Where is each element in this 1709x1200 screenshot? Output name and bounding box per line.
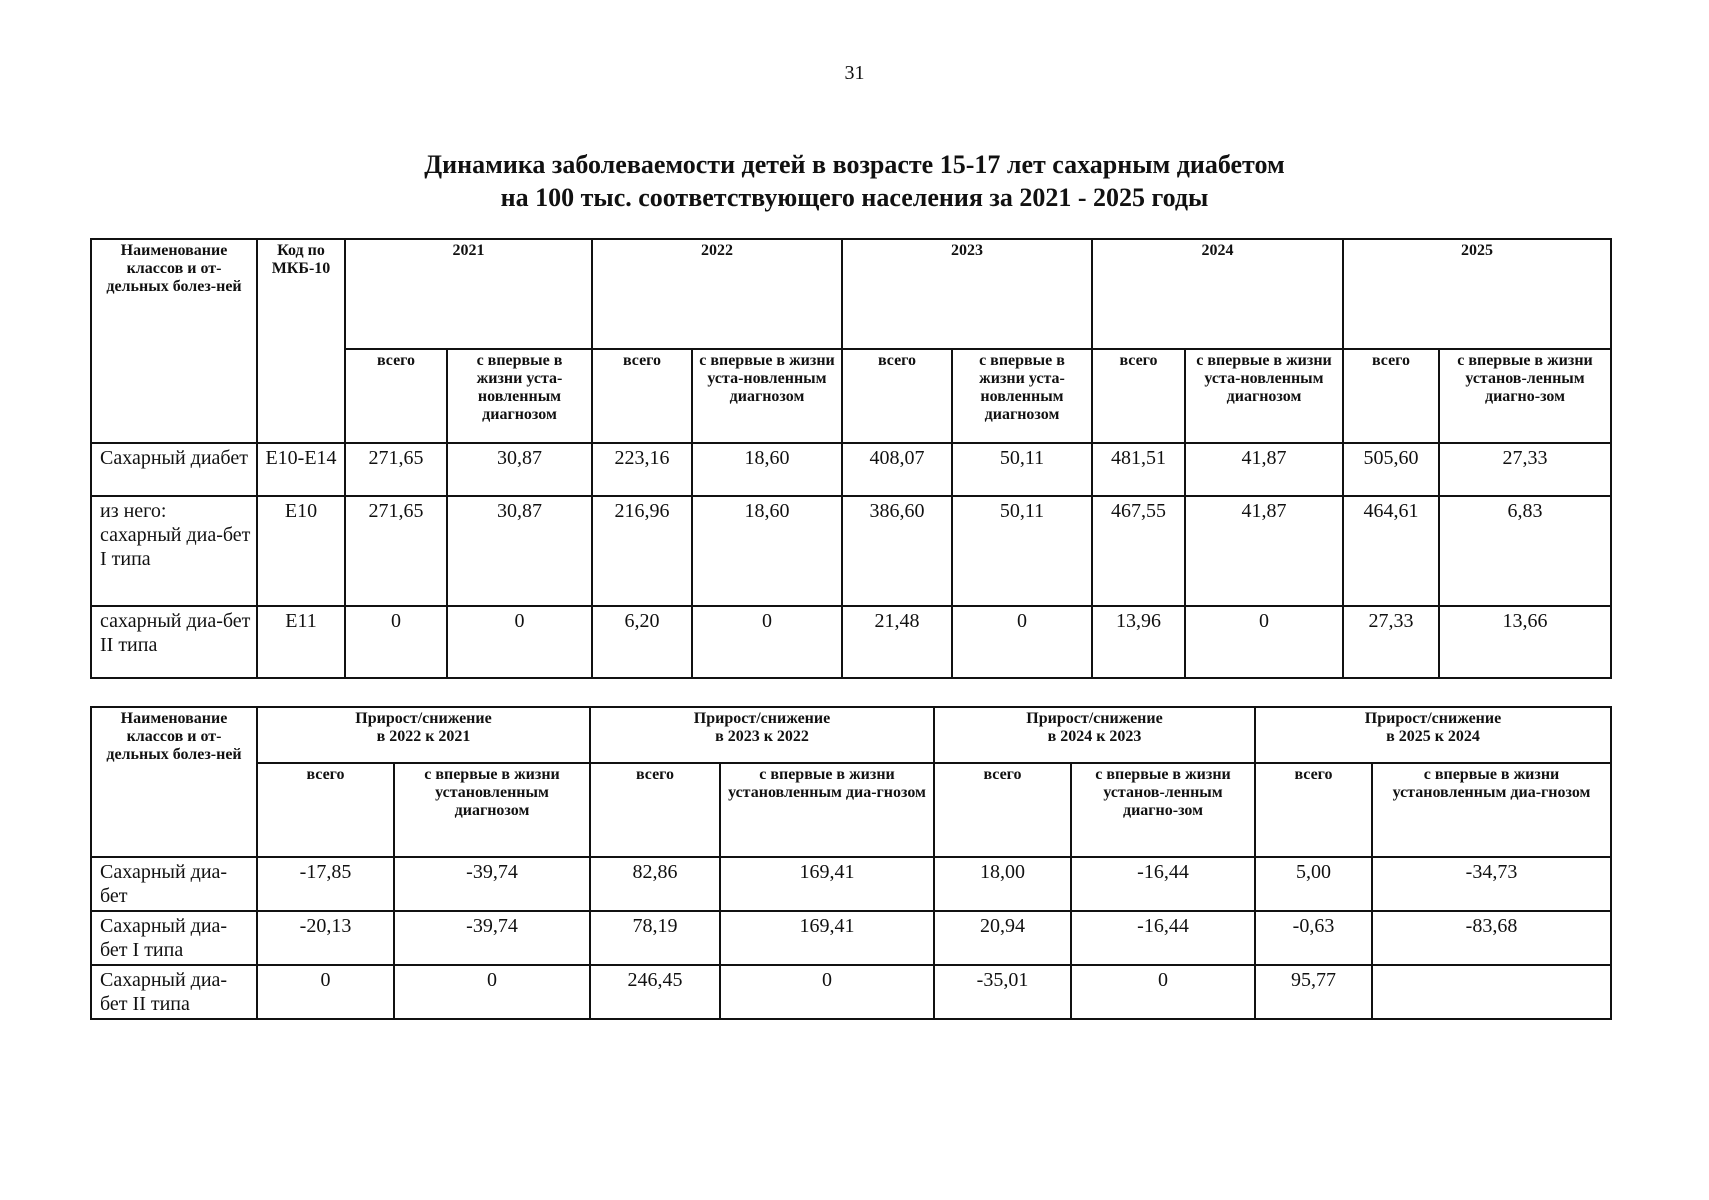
header-period xyxy=(1255,707,1611,763)
cell-value: 82,86 xyxy=(590,857,720,911)
cell-value: 223,16 xyxy=(592,443,692,496)
row-disease-name: Сахарный диа-бет xyxy=(91,857,257,911)
cell-value: 169,41 xyxy=(720,857,934,911)
cell-value: 464,61 xyxy=(1343,496,1439,606)
cell-value: 21,48 xyxy=(842,606,952,678)
cell-value: -39,74 xyxy=(394,857,590,911)
table-row xyxy=(91,911,1611,965)
cell-value: -16,44 xyxy=(1071,911,1255,965)
cell-value: 18,00 xyxy=(934,857,1071,911)
cell-value: 481,51 xyxy=(1092,443,1185,496)
period-label: Прирост/снижение xyxy=(355,710,492,727)
page-number: 31 xyxy=(844,62,865,84)
cell-value: 0 xyxy=(1185,606,1343,678)
cell-value: 27,33 xyxy=(1343,606,1439,678)
header-total: всего xyxy=(590,763,720,857)
cell-value: 95,77 xyxy=(1255,965,1372,1019)
cell-value: -17,85 xyxy=(257,857,394,911)
header-first-diagnosed: с впервые в жизни уста-новленным диагнозом xyxy=(692,349,842,443)
cell-value: 41,87 xyxy=(1185,496,1343,606)
header-year: 2021 xyxy=(345,239,592,349)
header-first-diagnosed: с впервые в жизни установленным диа-гнозом xyxy=(1372,763,1611,857)
header-disease-name: Наименование классов и от-дельных болез-ней xyxy=(91,239,257,443)
cell-value: 271,65 xyxy=(345,443,447,496)
cell-value: 50,11 xyxy=(952,443,1092,496)
period-range: в 2025 к 2024 xyxy=(1386,728,1480,745)
cell-value: 18,60 xyxy=(692,443,842,496)
cell-value: -83,68 xyxy=(1372,911,1611,965)
table-row xyxy=(91,443,1611,496)
period-label: Прирост/снижение xyxy=(1026,710,1163,727)
cell-value xyxy=(1372,965,1611,1019)
row-disease-name: из него: сахарный диа-бет I типа xyxy=(91,496,257,606)
header-first-diagnosed: с впервые в жизни установленным диагнозом xyxy=(394,763,590,857)
cell-value: 0 xyxy=(394,965,590,1019)
cell-value: 30,87 xyxy=(447,496,592,606)
incidence-table xyxy=(90,238,1612,679)
cell-value: 18,60 xyxy=(692,496,842,606)
cell-value: 50,11 xyxy=(952,496,1092,606)
cell-value: -39,74 xyxy=(394,911,590,965)
period-range: в 2022 к 2021 xyxy=(376,728,471,745)
header-first-diagnosed: с впервые в жизни уста-новленным диагнозом xyxy=(447,349,592,443)
period-range: в 2023 к 2022 xyxy=(715,728,809,745)
header-first-diagnosed: с впервые в жизни установ-ленным диагно-зом xyxy=(1071,763,1255,857)
cell-value: 505,60 xyxy=(1343,443,1439,496)
cell-value: 78,19 xyxy=(590,911,720,965)
cell-value: -0,63 xyxy=(1255,911,1372,965)
row-disease-name: Сахарный диа-бет II типа xyxy=(91,965,257,1019)
header-year: 2023 xyxy=(842,239,1092,349)
cell-value: 0 xyxy=(1071,965,1255,1019)
header-total: всего xyxy=(1092,349,1185,443)
cell-value: 41,87 xyxy=(1185,443,1343,496)
header-total: всего xyxy=(1255,763,1372,857)
header-row-years xyxy=(91,239,1611,349)
header-total: всего xyxy=(257,763,394,857)
header-year: 2025 xyxy=(1343,239,1611,349)
row-icd-code: E10 xyxy=(257,496,345,606)
cell-value: 0 xyxy=(345,606,447,678)
header-total: всего xyxy=(345,349,447,443)
table-row xyxy=(91,965,1611,1019)
cell-value: 0 xyxy=(447,606,592,678)
row-icd-code: E10-E14 xyxy=(257,443,345,496)
cell-value: -35,01 xyxy=(934,965,1071,1019)
header-icd-code: Код по МКБ-10 xyxy=(257,239,345,443)
header-total: всего xyxy=(1343,349,1439,443)
header-total: всего xyxy=(934,763,1071,857)
title-line-1: Динамика заболеваемости детей в возрасте 15-17 лет сахарным диабетом xyxy=(424,150,1285,179)
header-row-sub xyxy=(91,763,1611,857)
table-row xyxy=(91,496,1611,606)
header-period xyxy=(257,707,590,763)
row-disease-name: сахарный диа-бет II типа xyxy=(91,606,257,678)
table-row xyxy=(91,606,1611,678)
cell-value: 0 xyxy=(692,606,842,678)
header-year: 2022 xyxy=(592,239,842,349)
cell-value: 0 xyxy=(720,965,934,1019)
header-first-diagnosed: с впервые в жизни уста-новленным диагнозом xyxy=(952,349,1092,443)
cell-value: 6,83 xyxy=(1439,496,1611,606)
change-table xyxy=(90,706,1612,1020)
cell-value: 246,45 xyxy=(590,965,720,1019)
cell-value: 0 xyxy=(257,965,394,1019)
cell-value: 0 xyxy=(952,606,1092,678)
cell-value: -16,44 xyxy=(1071,857,1255,911)
period-label: Прирост/снижение xyxy=(693,710,831,727)
row-icd-code: E11 xyxy=(257,606,345,678)
document-title xyxy=(0,148,1709,214)
table-row xyxy=(91,857,1611,911)
period-label: Прирост/снижение xyxy=(1364,710,1502,727)
cell-value: -20,13 xyxy=(257,911,394,965)
header-first-diagnosed: с впервые в жизни установленным диа-гнозом xyxy=(720,763,934,857)
header-disease-name: Наименование классов и от-дельных болез-ней xyxy=(91,707,257,857)
cell-value: 13,66 xyxy=(1439,606,1611,678)
header-first-diagnosed: с впервые в жизни уста-новленным диагнозом xyxy=(1185,349,1343,443)
cell-value: 6,20 xyxy=(592,606,692,678)
header-period xyxy=(934,707,1255,763)
cell-value: 169,41 xyxy=(720,911,934,965)
header-total: всего xyxy=(842,349,952,443)
cell-value: 30,87 xyxy=(447,443,592,496)
header-first-diagnosed: с впервые в жизни установ-ленным диагно-зом xyxy=(1439,349,1611,443)
period-range: в 2024 к 2023 xyxy=(1047,728,1142,745)
cell-value: 27,33 xyxy=(1439,443,1611,496)
row-disease-name: Сахарный диа-бет I типа xyxy=(91,911,257,965)
header-row-periods xyxy=(91,707,1611,763)
cell-value: 467,55 xyxy=(1092,496,1185,606)
header-year: 2024 xyxy=(1092,239,1343,349)
cell-value: 271,65 xyxy=(345,496,447,606)
cell-value: 408,07 xyxy=(842,443,952,496)
header-total: всего xyxy=(592,349,692,443)
cell-value: 13,96 xyxy=(1092,606,1185,678)
cell-value: 216,96 xyxy=(592,496,692,606)
cell-value: 386,60 xyxy=(842,496,952,606)
cell-value: 5,00 xyxy=(1255,857,1372,911)
cell-value: 20,94 xyxy=(934,911,1071,965)
cell-value: -34,73 xyxy=(1372,857,1611,911)
header-period xyxy=(590,707,934,763)
title-line-2: на 100 тыс. соответствующего населения за 2021 - 2025 годы xyxy=(500,183,1209,212)
row-disease-name: Сахарный диабет xyxy=(91,443,257,496)
